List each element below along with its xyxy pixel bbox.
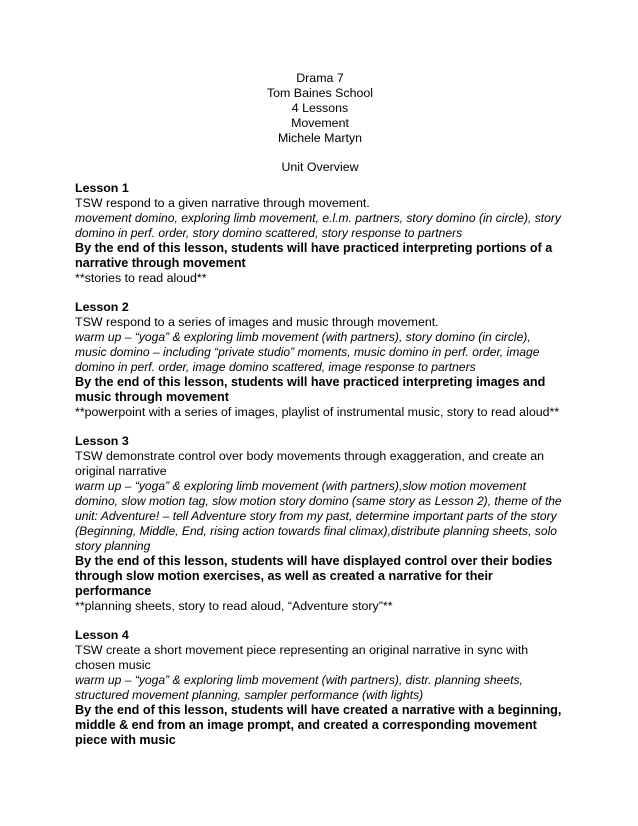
lesson-outcome: By the end of this lesson, students will have practiced interpreting images and music through movement (75, 375, 546, 404)
lesson-activities: warm up – “yoga” & exploring limb movement (with partners), distr. planning sheets, structured movement planning, sampler performance (with lights) (75, 673, 523, 702)
lesson-objective: TSW create a short movement piece representing an original narrative in sync with chosen music (75, 643, 529, 672)
document-page (75, 71, 565, 762)
lesson-3 (75, 434, 565, 614)
lesson-title: Lesson 1 (75, 181, 129, 195)
lesson-title: Lesson 2 (75, 300, 129, 314)
unit-overview-heading: Unit Overview (281, 160, 359, 174)
lesson-objective: TSW respond to a given narrative through movement. (75, 196, 370, 210)
lesson-outcome: By the end of this lesson, students will have displayed control over their bodies through slow motion exercises, as well as created a narrative for their performance (75, 554, 553, 598)
lesson-title: Lesson 4 (75, 628, 129, 642)
school-name: Tom Baines School (266, 86, 374, 100)
lesson-activities: warm up – “yoga” & exploring limb movement (with partners),slow motion movement domino, slow motion tag, slow motion story domino (same story as Lesson 2), theme of the unit: Adventure! – tell Adventure story from my past, determine important parts of the story (Beginning, Middle, End, rising action towards final climax),distribute planning sheets, solo story planning (75, 479, 562, 553)
lesson-materials: **planning sheets, story to read aloud, “Adventure story”** (75, 599, 393, 613)
lesson-1 (75, 181, 565, 286)
lesson-outcome: By the end of this lesson, students will have practiced interpreting portions of a narrative through movement (75, 241, 553, 270)
author-name: Michele Martyn (277, 131, 362, 145)
lesson-materials: **powerpoint with a series of images, playlist of instrumental music, story to read aloud** (75, 405, 560, 419)
course-title: Drama 7 (296, 71, 344, 85)
lesson-activities: movement domino, exploring limb movement, e.l.m. partners, story domino (in circle), story domino in perf. order, story domino scattered, story response to partners (75, 211, 561, 240)
document-header (75, 71, 565, 175)
lesson-activities: warm up – “yoga” & exploring limb movement (with partners), story domino (in circle), music domino – including “private studio” moments, music domino in perf. order, image domino in perf. order, image domino scattered, image response to partners (75, 330, 540, 374)
lesson-2 (75, 300, 565, 420)
lesson-count: 4 Lessons (291, 101, 349, 115)
lesson-outcome: By the end of this lesson, students will have created a narrative with a beginning, middle & end from an image prompt, and created a corresponding movement piece with music (75, 703, 562, 747)
unit-topic: Movement (291, 116, 349, 130)
lesson-objective: TSW demonstrate control over body movements through exaggeration, and create an original narrative (75, 449, 545, 478)
lesson-materials: **stories to read aloud** (75, 271, 207, 285)
lesson-title: Lesson 3 (75, 434, 129, 448)
lesson-objective: TSW respond to a series of images and music through movement. (75, 315, 439, 329)
lesson-4 (75, 628, 565, 748)
